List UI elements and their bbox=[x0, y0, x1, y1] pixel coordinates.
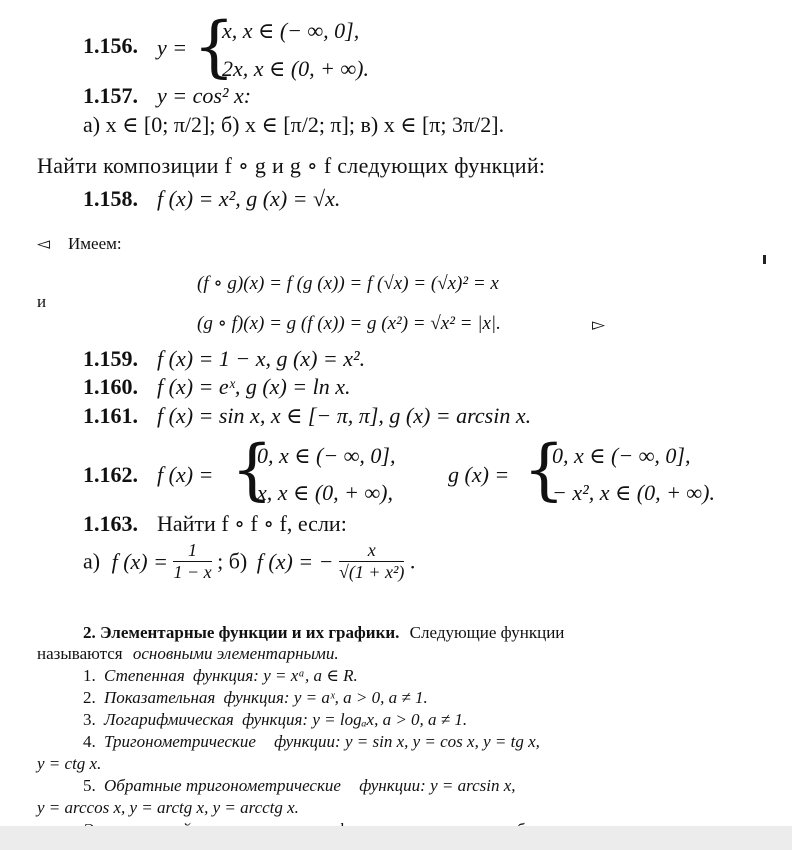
problem-number-1-163: 1.163. bbox=[83, 511, 138, 536]
problem-1-162-f-case-1: 0, x ∈ (− ∞, 0], bbox=[257, 443, 396, 468]
problem-1-162-f-lhs: f (x) = bbox=[157, 462, 214, 487]
list-item-definition: функции: y = arcsin x, bbox=[359, 776, 516, 795]
list-item-logarithmic-function bbox=[83, 711, 467, 728]
list-item-trigonometric-functions bbox=[83, 733, 540, 750]
list-item-number: 1. bbox=[83, 666, 96, 685]
composition-task: Найти композиции f ∘ g и g ∘ f следующих функций: bbox=[37, 153, 546, 178]
part-b-lhs: f (x) = − bbox=[256, 548, 334, 574]
problem-1-157-expression: y = cos² x: bbox=[157, 83, 252, 108]
problem-number-1-162: 1.162. bbox=[83, 462, 138, 487]
section-2-heading: 2. Элементарные функции и их графики. bbox=[83, 623, 400, 642]
scan-mark bbox=[763, 255, 766, 264]
list-item-number: 3. bbox=[83, 710, 96, 729]
part-b-denominator: √(1 + x²) bbox=[338, 561, 405, 582]
left-brace-icon: { bbox=[523, 431, 565, 508]
list-item-term: Обратные тригонометрические bbox=[104, 776, 341, 795]
solution-intro: Имеем: bbox=[68, 234, 122, 253]
list-item-definition: функция: y = xᵃ, a ∈ R. bbox=[192, 666, 358, 685]
problem-1-158-expression: f (x) = x², g (x) = √x. bbox=[157, 186, 341, 211]
part-a-fraction bbox=[173, 540, 211, 583]
viewer-bottom-margin bbox=[0, 826, 792, 850]
problem-1-162-g-case-2: − x², x ∈ (0, + ∞). bbox=[552, 480, 715, 505]
problem-1-159-expression: f (x) = 1 − x, g (x) = x². bbox=[157, 346, 366, 371]
list-item-definition: функции: y = sin x, y = cos x, y = tg x, bbox=[274, 732, 540, 751]
problem-number-1-157: 1.157. bbox=[83, 83, 138, 108]
problem-1-163-parts bbox=[83, 540, 415, 583]
problem-1-162-g-lhs: g (x) = bbox=[448, 462, 510, 487]
problem-number-1-161: 1.161. bbox=[83, 403, 138, 428]
part-b-numerator: x bbox=[339, 540, 404, 562]
part-b-fraction bbox=[339, 540, 404, 583]
problem-number-1-160: 1.160. bbox=[83, 374, 138, 399]
part-a-label: а) bbox=[83, 548, 101, 574]
list-item-definition: функция: y = logₐx, a > 0, a ≠ 1. bbox=[242, 710, 468, 729]
list-item-term: Логарифмическая bbox=[104, 710, 234, 729]
section-2-lead: Следующие функции bbox=[409, 623, 565, 642]
left-brace-icon: { bbox=[193, 8, 235, 85]
problem-1-161-expression: f (x) = sin x, x ∈ [− π, π], g (x) = arcsin x. bbox=[157, 403, 532, 428]
solution-line-2: (g ∘ f)(x) = g (f (x)) = g (x²) = √x² = |x|. bbox=[197, 313, 501, 334]
part-a-denominator: 1 − x bbox=[173, 561, 212, 582]
list-item-inverse-trig-continuation: y = arccos x, y = arctg x, y = arcctg x. bbox=[37, 798, 299, 817]
solution-close-arrow-icon: ▻ bbox=[592, 315, 606, 334]
problem-number-1-156: 1.156. bbox=[83, 33, 138, 58]
problem-1-163-task: Найти f ∘ f ∘ f, если: bbox=[157, 511, 347, 536]
part-a-numerator: 1 bbox=[173, 540, 211, 562]
problem-1-156-case-2: 2x, x ∈ (0, + ∞). bbox=[222, 56, 369, 81]
solution-and: и bbox=[37, 292, 47, 311]
list-item-number: 2. bbox=[83, 688, 96, 707]
list-item-number: 5. bbox=[83, 776, 96, 795]
problem-1-157-parts: а) x ∈ [0; π/2]; б) x ∈ [π/2; π]; в) x ∈ [π; 3π/2]. bbox=[83, 112, 505, 137]
problem-1-160-expression: f (x) = eˣ, g (x) = ln x. bbox=[157, 374, 351, 399]
solution-open-arrow-icon: ◅ bbox=[37, 234, 51, 253]
problem-1-156-lhs: y = bbox=[157, 35, 188, 60]
list-item-trigonometric-continuation: y = ctg x. bbox=[37, 754, 102, 773]
list-item-term: Степенная bbox=[104, 666, 185, 685]
part-b-end: . bbox=[409, 548, 416, 574]
problem-number-1-159: 1.159. bbox=[83, 346, 138, 371]
part-a-lhs: f (x) = bbox=[111, 548, 168, 574]
list-item-definition: функция: y = aˣ, a > 0, a ≠ 1. bbox=[223, 688, 428, 707]
section-2-first-line bbox=[83, 624, 564, 641]
list-item-term: Показательная bbox=[104, 688, 216, 707]
section-2-basic-elementary: основными элементарными. bbox=[132, 644, 339, 663]
list-item-term: Тригонометрические bbox=[104, 732, 256, 751]
solution-line-1: (f ∘ g)(x) = f (g (x)) = f (√x) = (√x)² = x bbox=[197, 273, 499, 294]
problem-1-162-g-case-1: 0, x ∈ (− ∞, 0], bbox=[552, 443, 691, 468]
problem-1-162-f-case-2: x, x ∈ (0, + ∞), bbox=[257, 480, 393, 505]
list-item-exponential-function bbox=[83, 689, 428, 706]
list-item-inverse-trigonometric-functions bbox=[83, 777, 516, 794]
part-b-label: ; б) bbox=[217, 548, 248, 574]
problem-number-1-158: 1.158. bbox=[83, 186, 138, 211]
list-item-power-function bbox=[83, 667, 358, 684]
section-2-called: называются bbox=[37, 644, 123, 663]
problem-1-156-case-1: x, x ∈ (− ∞, 0], bbox=[222, 18, 360, 43]
left-brace-icon: { bbox=[231, 431, 273, 508]
list-item-number: 4. bbox=[83, 732, 96, 751]
section-2-line-2 bbox=[37, 645, 339, 662]
